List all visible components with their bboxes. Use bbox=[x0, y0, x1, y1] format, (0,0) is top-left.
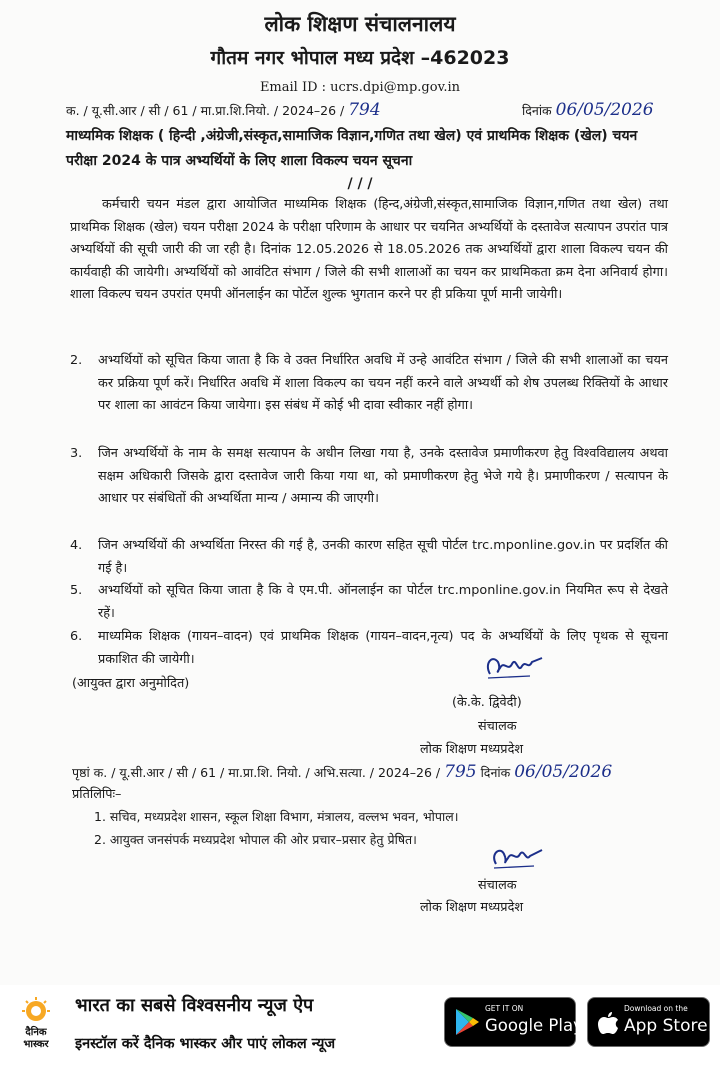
reference-number bbox=[66, 100, 381, 120]
item-number: 5. bbox=[70, 583, 83, 598]
google-play-button[interactable] bbox=[444, 997, 583, 1047]
paragraph-text: कर्मचारी चयन मंडल द्वारा आयोजित माध्यमिक शिक्षक (हिन्द,अंग्रेजी,संस्कृत,सामाजिक विज्ञान,गणित तथा खेल) तथा प्राथमिक शिक्षक (खेल) चयन परीक्षा 2024 के परीक्षा परिणाम के आधार पर चयनित अभ्यर्थियों के दस्तावेज सत्यापन उपरांत पात्र अभ्यर्थियों की सूची जारी की जा रही है। दिनांक 12.05.2026 से 18.05.2026 तक अभ्यर्थियों द्वारा शाला विकल्प चयन की कार्यवाही की जायेगी। अभ्यर्थियों को आवंटित संभाग / जिले की सभी शालाओं का चयन कर प्राथमिकता क्रम देना अनिवार्य होगा। शाला विकल्प चयन उपरांत एमपी ऑनलाईन का पोर्टेल शुल्क भुगतान करने पर ही प्रकिया पूर्ण मानी जायेगी। bbox=[70, 197, 668, 302]
list-item bbox=[70, 443, 668, 511]
endorsement-date-label: दिनांक bbox=[480, 765, 511, 780]
approval-note: (आयुक्त द्वारा अनुमोदित) bbox=[72, 676, 190, 691]
item-number: 6. bbox=[70, 629, 83, 644]
subject-line: माध्यमिक शिक्षक ( हिन्दी ,अंग्रेजी,संस्कृत,सामाजिक विज्ञान,गणित तथा खेल) एवं प्राथमिक शिक्षक (खेल) चयन परीक्षा 2024 के पात्र अभ्यर्थियों के लिए शाला विकल्प चयन सूचना bbox=[66, 128, 638, 169]
promo-headline: भारत का सबसे विश्वसनीय न्यूज ऐप bbox=[75, 995, 314, 1016]
signatory-post: संचालक bbox=[478, 719, 517, 734]
handwritten-endorsement-date: 06/05/2026 bbox=[514, 762, 613, 782]
reference-date bbox=[522, 100, 654, 120]
main-paragraph bbox=[70, 194, 668, 307]
item-number: 3. bbox=[70, 446, 83, 461]
google-play-label: Google Play bbox=[485, 1016, 583, 1035]
dainik-bhaskar-logo[interactable] bbox=[12, 997, 60, 1049]
google-play-icon bbox=[454, 1008, 480, 1036]
signature bbox=[482, 650, 552, 686]
handwritten-date: 06/05/2026 bbox=[555, 100, 654, 120]
item-text: अभ्यर्थियों को सूचित किया जाता है कि वे उक्त निर्धारित अवधि में उन्हे आवंटित संभाग / जिले की सभी शालाओं का चयन कर प्रक्रिया पूर्ण करें। निर्धारित अवधि में शाला विकल्प का चयन नहीं करने वाले अभ्यर्थी को शेष उपलब्ध रिक्तियों के आधार पर शाला का आवंटन किया जायेगा। इस संबंध में कोई भी दावा स्वीकार नहीं होगा। bbox=[98, 353, 668, 413]
email-label: Email ID : bbox=[259, 80, 327, 95]
endorsement-signatory-org: लोक शिक्षण मध्यप्रदेश bbox=[420, 900, 524, 915]
handwritten-dispatch-number: 794 bbox=[348, 100, 381, 120]
office-address: गौतम नगर भोपाल मध्य प्रदेश –462023 bbox=[210, 47, 510, 69]
app-promo-banner[interactable] bbox=[0, 985, 720, 1070]
list-item bbox=[70, 535, 668, 580]
svg-text:भास्कर: भास्कर bbox=[23, 1039, 49, 1049]
list-item bbox=[70, 626, 668, 671]
copy-to-item: 1. सचिव, मध्यप्रदेश शासन, स्कूल शिक्षा विभाग, मंत्रालय, वल्लभ भवन, भोपाल। bbox=[94, 809, 459, 824]
svg-text:दैनिक: दैनिक bbox=[25, 1027, 47, 1038]
list-item bbox=[70, 350, 668, 418]
subject-mark: / / / bbox=[347, 176, 373, 192]
endorsement-text: पृष्ठां क. / यू.सी.आर / सी / 61 / मा.प्रा.शि. नियो. / अभि.सत्या. / 2024–26 / bbox=[72, 765, 441, 780]
app-store-small-label: Download on the bbox=[624, 1004, 688, 1013]
copy-to-label: प्रतिलिपिः– bbox=[72, 787, 122, 802]
item-text: अभ्यर्थियों को सूचित किया जाता है कि वे एम.पी. ऑनलाईन का पोर्टल trc.mponline.gov.in नियमित रूप से देखते रहें। bbox=[98, 583, 668, 621]
endorsement-reference bbox=[72, 762, 612, 782]
item-text: जिन अभ्यर्थियों की अभ्यर्थिता निरस्त की गई है, उनकी कारण सहित सूची पोर्टल trc.mponline.gov.in पर प्रदर्शित की गई है। bbox=[98, 538, 668, 576]
reference-text: क. / यू.सी.आर / सी / 61 / मा.प्रा.शि.नियो. / 2024–26 / bbox=[66, 103, 345, 118]
signatory-org: लोक शिक्षण मध्यप्रदेश bbox=[420, 742, 524, 757]
google-play-small-label: GET IT ON bbox=[485, 1004, 524, 1013]
signature bbox=[490, 842, 550, 874]
copy-to-item: 2. आयुक्त जनसंपर्क मध्यप्रदेश भोपाल की ओर प्रचार–प्रसार हेतु प्रेषित। bbox=[94, 832, 417, 847]
endorsement-signatory-post: संचालक bbox=[478, 878, 517, 893]
email-address: ucrs.dpi@mp.gov.in bbox=[330, 80, 461, 95]
date-label: दिनांक bbox=[522, 103, 552, 118]
office-title: लोक शिक्षण संचालनालय bbox=[264, 12, 456, 36]
item-text: जिन अभ्यर्थियों के नाम के समक्ष सत्यापन के अधीन लिखा गया है, उनके दस्तावेज प्रमाणीकरण हेतु विश्वविद्यालय अथवा सक्षम अधिकारी जिसके द्वारा दस्तावेज जारी किया गया था, को प्रमाणीकरण हेतु भेजे गये है। प्रमाणीकरण / सत्यापन के आधार पर संबंधितों की अभ्यर्थिता मान्य / अमान्य की जाएगी। bbox=[98, 446, 668, 506]
promo-subline: इनस्टॉल करें दैनिक भास्कर और पाएं लोकल न्यूज bbox=[75, 1036, 336, 1052]
signatory-name: (के.के. द्विवेदी) bbox=[452, 695, 522, 710]
app-store-button[interactable] bbox=[587, 997, 710, 1047]
apple-icon bbox=[597, 1009, 619, 1035]
app-store-label: App Store bbox=[624, 1016, 708, 1036]
item-number: 2. bbox=[70, 353, 83, 368]
item-text: माध्यमिक शिक्षक (गायन–वादन) एवं प्राथमिक शिक्षक (गायन–वादन,नृत्य) पद के अभ्यर्थियों के लिए पृथक से सूचना प्रकाशित की जायेगी। bbox=[98, 629, 668, 667]
list-item bbox=[70, 580, 668, 625]
item-number: 4. bbox=[70, 538, 83, 553]
email-line bbox=[0, 80, 720, 95]
handwritten-endorsement-number: 795 bbox=[444, 762, 477, 782]
